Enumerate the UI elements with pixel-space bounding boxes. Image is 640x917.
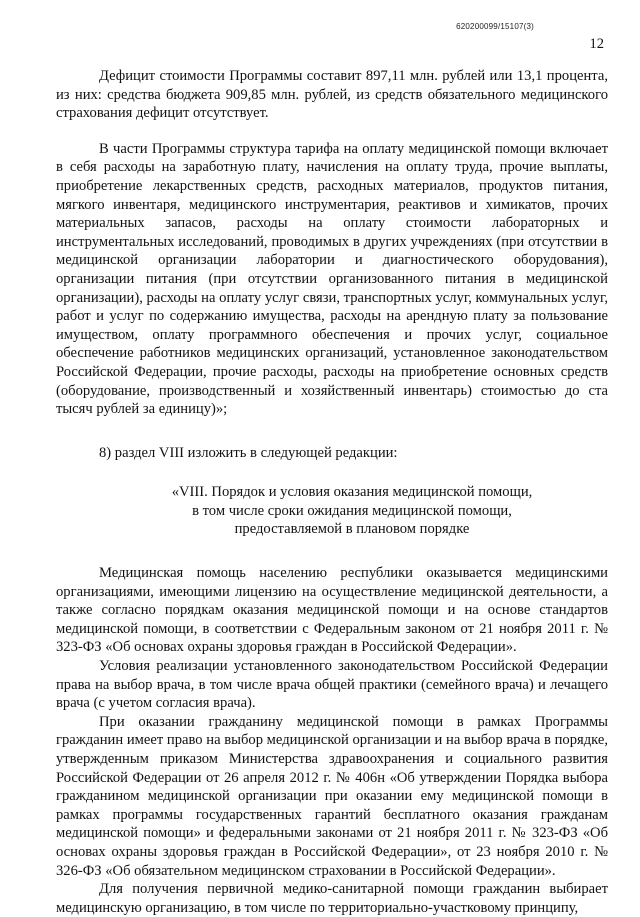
paragraph-tariff-structure: В части Программы структура тарифа на оплату медицинской помощи включает в себя расходы на заработную плату, начисления на оплату труда, прочие выплаты, приобретение лекарственных средств, расходных материалов, продуктов питания, мягкого инвентаря, медицинского инструментария, реактивов и химикатов, прочих материальных запасов, расходы на оплату стоимости лабораторных и инструментальных исследований, проводимых в других учреждениях (при отсутствии в медицинской организации лаборатории и диагностического оборудования), организации питания (при отсутствии организованного питания в медицинской организации), расходы на оплату услуг связи, транспортных услуг, коммунальных услуг, работ и услуг по содержанию имущества, расходы на арендную плату за пользование имуществом, оплату программного обеспечения и прочих услуг, социальное обеспечение работников медицинских организаций, установленное законодательством Российской Федерации, прочие расходы, расходы на приобретение основных средств (оборудование, производственный и хозяйственный инвентарь) стоимостью до ста тысяч рублей за единицу)»; [56,140,608,418]
document-body [56,67,608,917]
document-id: 620200099/15107(3) [456,22,534,31]
paragraph-primary-care: Для получения первичной медико-санитарной помощи гражданин выбирает медицинскую организацию, в том числе по территориально-участковому принципу, [56,881,608,916]
page-number: 12 [589,36,604,52]
section-heading [56,483,608,539]
paragraph-doctor-choice-conditions: Условия реализации установленного законодательством Российской Федерации права на выбор врача, в том числе врача общей практики (семейного врача) и лечащего врача (с учетом согласия врача). [56,658,608,712]
section-heading-line: «VIII. Порядок и условия оказания медицинской помощи, [171,484,533,501]
paragraph-deficit: Дефицит стоимости Программы составит 897,11 млн. рублей или 13,1 процента, из них: средства бюджета 909,85 млн. рублей, из средств обязательного медицинского страхования дефицит отсутствует. [56,68,608,122]
paragraph-section-amendment: 8) раздел VIII изложить в следующей редакции: [99,444,398,461]
paragraph-choice-procedure: При оказании гражданину медицинской помощи в рамках Программы гражданин имеет право на выбор медицинской организации и на выбор врача в порядке, утвержденным приказом Министерства здравоохранения и социального развития Российской Федерации от 26 апреля 2012 г. № 406н «Об утверждении Порядка выбора гражданином медицинской организации при оказании ему медицинской помощи в рамках программы государственных гарантий бесплатного оказания гражданам медицинской помощи» и федеральными законами от 21 ноября 2011 г. № 323-ФЗ «Об основах охраны здоровья граждан в Российской Федерации», от 23 ноября 2010 г. № 326-ФЗ «Об обязательном медицинском страховании в Российской Федерации». [56,713,608,879]
section-heading-line: в том числе сроки ожидания медицинской помощи, [192,502,512,519]
section-heading-line: предоставляемой в плановом порядке [234,521,470,538]
paragraph-medical-care: Медицинская помощь населению республики оказывается медицинскими организациями, имеющими лицензию на осуществление медицинской деятельности, а также согласно порядкам оказания медицинской помощи и на основе стандартов медицинской помощи, в соответствии с Федеральным законом от 21 ноября 2011 г. № 323-ФЗ «Об основах охраны здоровья граждан в Российской Федерации». [56,565,608,656]
